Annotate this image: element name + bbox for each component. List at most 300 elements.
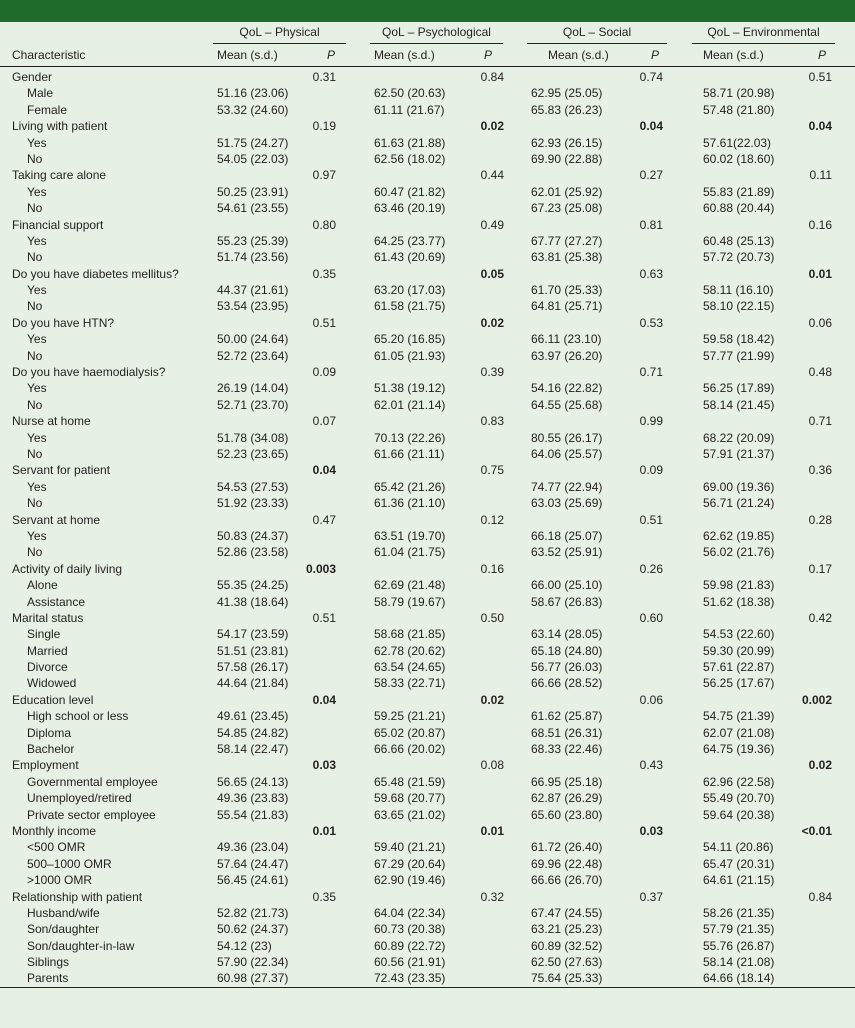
table-row-category <box>0 266 855 282</box>
mean-cell: 64.81 (25.71) <box>531 299 603 314</box>
p-value-cell: 0.51 <box>639 512 663 527</box>
row-label: Do you have diabetes mellitus? <box>12 266 179 281</box>
row-label: Yes <box>27 479 47 494</box>
mean-cell: 63.52 (25.91) <box>531 545 603 560</box>
table-row <box>0 85 855 101</box>
row-label: Private sector employee <box>27 807 156 822</box>
table-row <box>0 905 855 921</box>
mean-cell: 64.61 (21.15) <box>703 873 775 888</box>
mean-cell: 44.37 (21.61) <box>217 283 289 298</box>
mean-cell: 57.77 (21.99) <box>703 348 775 363</box>
mean-cell: 65.48 (21.59) <box>374 774 446 789</box>
p-value-cell: 0.75 <box>480 463 504 478</box>
mean-cell: 68.51 (26.31) <box>531 725 603 740</box>
p-value-cell: 0.43 <box>639 758 663 773</box>
table-row <box>0 102 855 118</box>
mean-cell: 67.77 (27.27) <box>531 233 603 248</box>
mean-cell: 61.63 (21.88) <box>374 135 446 150</box>
mean-cell: 66.95 (25.18) <box>531 774 603 789</box>
mean-cell: 49.36 (23.04) <box>217 840 289 855</box>
p-value-cell: 0.32 <box>480 889 504 904</box>
group-header-physical: QoL – Physical <box>213 25 346 39</box>
row-label: No <box>27 250 43 265</box>
mean-cell: 56.65 (24.13) <box>217 774 289 789</box>
table-row <box>0 397 855 413</box>
mean-cell: 64.25 (23.77) <box>374 233 446 248</box>
mean-cell: 68.22 (20.09) <box>703 430 775 445</box>
p-value-cell: 0.04 <box>808 119 832 134</box>
mean-cell: 58.10 (22.15) <box>703 299 775 314</box>
mean-cell: 62.69 (21.48) <box>374 578 446 593</box>
table-row-category <box>0 610 855 626</box>
row-label: 500–1000 OMR <box>27 856 112 871</box>
mean-cell: 54.16 (22.82) <box>531 381 603 396</box>
mean-cell: 60.88 (20.44) <box>703 201 775 216</box>
row-label: Marital status <box>12 610 84 625</box>
mean-cell: 60.02 (18.60) <box>703 151 775 166</box>
table-row <box>0 774 855 790</box>
mean-cell: 58.67 (26.83) <box>531 594 603 609</box>
mean-cell: 52.71 (23.70) <box>217 397 289 412</box>
table-row-category <box>0 462 855 478</box>
mean-cell: 56.45 (24.61) <box>217 873 289 888</box>
p-value-cell: 0.09 <box>312 365 336 380</box>
mean-cell: 51.51 (23.81) <box>217 643 289 658</box>
mean-header: Mean (s.d.) <box>217 48 278 62</box>
p-value-cell: 0.71 <box>808 414 832 429</box>
table-row <box>0 708 855 724</box>
mean-cell: 62.07 (21.08) <box>703 725 775 740</box>
table-row <box>0 151 855 167</box>
p-value-cell: 0.002 <box>801 692 832 707</box>
mean-cell: 60.73 (20.38) <box>374 922 446 937</box>
mean-cell: 55.76 (26.87) <box>703 938 775 953</box>
p-value-cell: 0.27 <box>639 168 663 183</box>
mean-cell: 64.66 (18.14) <box>703 971 775 986</box>
group-header-row <box>0 22 855 42</box>
row-label: Diploma <box>27 725 72 740</box>
p-value-cell: 0.06 <box>639 692 663 707</box>
p-value-cell: 0.04 <box>312 692 336 707</box>
mean-cell: 63.03 (25.69) <box>531 496 603 511</box>
p-value-cell: 0.51 <box>312 610 336 625</box>
mean-cell: 26.19 (14.04) <box>217 381 289 396</box>
mean-cell: 62.87 (26.29) <box>531 791 603 806</box>
mean-cell: 61.66 (21.11) <box>374 446 445 461</box>
row-label: No <box>27 151 43 166</box>
mean-cell: 51.16 (23.06) <box>217 86 289 101</box>
mean-cell: 62.01 (25.92) <box>531 184 603 199</box>
mean-cell: 50.00 (24.64) <box>217 332 289 347</box>
mean-cell: 58.68 (21.85) <box>374 627 446 642</box>
p-value-cell: 0.37 <box>639 889 663 904</box>
mean-cell: 51.62 (18.38) <box>703 594 775 609</box>
table-row <box>0 938 855 954</box>
mean-cell: 56.25 (17.89) <box>703 381 775 396</box>
p-value-cell: 0.35 <box>312 266 336 281</box>
mean-cell: 63.14 (28.05) <box>531 627 603 642</box>
p-value-cell: 0.26 <box>639 561 663 576</box>
row-label: No <box>27 545 43 560</box>
p-header: P <box>818 48 827 62</box>
row-label: Financial support <box>12 217 104 232</box>
row-label: No <box>27 299 43 314</box>
mean-cell: 50.25 (23.91) <box>217 184 289 199</box>
mean-cell: 63.21 (25.23) <box>531 922 603 937</box>
p-value-cell: 0.80 <box>312 217 336 232</box>
p-value-cell: 0.02 <box>808 758 832 773</box>
mean-cell: 61.11 (21.67) <box>374 102 445 117</box>
mean-header: Mean (s.d.) <box>374 48 435 62</box>
mean-cell: 64.55 (25.68) <box>531 397 603 412</box>
row-label: Married <box>27 643 68 658</box>
mean-cell: 59.64 (20.38) <box>703 807 775 822</box>
p-value-cell: 0.50 <box>480 610 504 625</box>
row-label: High school or less <box>27 709 129 724</box>
p-value-cell: 0.02 <box>480 692 504 707</box>
table-row <box>0 331 855 347</box>
mean-cell: 60.48 (25.13) <box>703 233 775 248</box>
table-title-bar <box>0 0 855 22</box>
mean-cell: 54.61 (23.55) <box>217 201 289 216</box>
row-label: Male <box>27 86 54 101</box>
row-label: Education level <box>12 692 94 707</box>
mean-cell: 52.82 (21.73) <box>217 905 289 920</box>
table-row <box>0 135 855 151</box>
table-row <box>0 528 855 544</box>
p-value-cell: 0.39 <box>480 365 504 380</box>
mean-cell: 69.90 (22.88) <box>531 151 603 166</box>
table-row <box>0 790 855 806</box>
group-header-environmental: QoL – Environmental <box>692 25 835 39</box>
mean-cell: 67.23 (25.08) <box>531 201 603 216</box>
table-row-category <box>0 118 855 134</box>
p-value-cell: 0.19 <box>312 119 336 134</box>
row-label: Do you have HTN? <box>12 315 115 330</box>
mean-cell: 65.42 (21.26) <box>374 479 446 494</box>
p-value-cell: 0.84 <box>808 889 832 904</box>
mean-cell: 64.06 (25.57) <box>531 446 603 461</box>
p-value-cell: 0.51 <box>808 70 832 84</box>
table-row <box>0 298 855 314</box>
mean-cell: 62.50 (20.63) <box>374 86 446 101</box>
row-label: Unemployed/retired <box>27 791 132 806</box>
p-header: P <box>484 48 493 62</box>
p-value-cell: 0.74 <box>639 70 663 84</box>
mean-cell: 51.92 (23.33) <box>217 496 289 511</box>
mean-cell: 58.79 (19.67) <box>374 594 446 609</box>
mean-cell: 54.75 (21.39) <box>703 709 775 724</box>
p-value-cell: 0.16 <box>808 217 832 232</box>
mean-cell: 52.72 (23.64) <box>217 348 289 363</box>
mean-cell: 55.49 (20.70) <box>703 791 775 806</box>
row-label: Activity of daily living <box>12 561 123 576</box>
mean-cell: 65.02 (20.87) <box>374 725 446 740</box>
mean-cell: 65.47 (20.31) <box>703 856 775 871</box>
mean-cell: 62.95 (25.05) <box>531 86 603 101</box>
mean-cell: 57.64 (24.47) <box>217 856 289 871</box>
mean-cell: 51.75 (24.27) <box>217 135 289 150</box>
mean-cell: 60.89 (32.52) <box>531 938 603 953</box>
row-label: Do you have haemodialysis? <box>12 365 166 380</box>
mean-cell: 49.36 (23.83) <box>217 791 289 806</box>
mean-cell: 66.00 (25.10) <box>531 578 603 593</box>
row-label: Relationship with patient <box>12 889 143 904</box>
mean-cell: 52.23 (23.65) <box>217 446 289 461</box>
table-row-category <box>0 757 855 773</box>
p-value-cell: 0.04 <box>312 463 336 478</box>
mean-cell: 57.79 (21.35) <box>703 922 775 937</box>
row-label: Yes <box>27 184 47 199</box>
mean-cell: 68.33 (22.46) <box>531 742 603 757</box>
table-row-category <box>0 889 855 905</box>
table-row <box>0 249 855 265</box>
p-header: P <box>327 48 336 62</box>
mean-cell: 70.13 (22.26) <box>374 430 446 445</box>
table-row <box>0 839 855 855</box>
table-row <box>0 954 855 970</box>
table-row <box>0 675 855 691</box>
row-label: Yes <box>27 528 47 543</box>
p-value-cell: 0.51 <box>312 315 336 330</box>
mean-cell: 54.11 (20.86) <box>703 840 774 855</box>
mean-cell: 66.66 (28.52) <box>531 676 603 691</box>
table-row-category <box>0 413 855 429</box>
mean-cell: 66.18 (25.07) <box>531 528 603 543</box>
mean-cell: 56.25 (17.67) <box>703 676 775 691</box>
mean-cell: 54.53 (27.53) <box>217 479 289 494</box>
p-value-cell: 0.03 <box>639 823 663 838</box>
table-row-category <box>0 315 855 331</box>
row-label: Widowed <box>27 676 77 691</box>
row-label: Gender <box>12 70 53 84</box>
mean-cell: 67.47 (24.55) <box>531 905 603 920</box>
row-label: Son/daughter <box>27 922 100 937</box>
mean-cell: 65.18 (24.80) <box>531 643 603 658</box>
mean-cell: 62.56 (18.02) <box>374 151 446 166</box>
mean-cell: 51.78 (34.08) <box>217 430 289 445</box>
row-label: Nurse at home <box>12 414 91 429</box>
row-label: <500 OMR <box>27 840 86 855</box>
table-row <box>0 659 855 675</box>
table-row <box>0 184 855 200</box>
mean-cell: 59.40 (21.21) <box>374 840 446 855</box>
p-value-cell: 0.71 <box>639 365 663 380</box>
row-label: >1000 OMR <box>27 873 93 888</box>
mean-cell: 41.38 (18.64) <box>217 594 289 609</box>
row-label: Assistance <box>27 594 86 609</box>
mean-cell: 62.01 (21.14) <box>374 397 446 412</box>
mean-cell: 72.43 (23.35) <box>374 971 446 986</box>
column-header-row <box>0 42 855 67</box>
mean-cell: 60.56 (21.91) <box>374 955 446 970</box>
mean-cell: 61.36 (21.10) <box>374 496 446 511</box>
p-value-cell: <0.01 <box>801 823 832 838</box>
p-value-cell: 0.09 <box>639 463 663 478</box>
p-value-cell: 0.17 <box>808 561 832 576</box>
mean-cell: 66.66 (26.70) <box>531 873 603 888</box>
mean-cell: 56.02 (21.76) <box>703 545 775 560</box>
p-value-cell: 0.99 <box>639 414 663 429</box>
p-value-cell: 0.81 <box>639 217 663 232</box>
row-label: Yes <box>27 381 47 396</box>
table-row <box>0 626 855 642</box>
mean-cell: 59.30 (20.99) <box>703 643 775 658</box>
mean-cell: 62.96 (22.58) <box>703 774 775 789</box>
mean-cell: 61.70 (25.33) <box>531 283 603 298</box>
mean-cell: 55.54 (21.83) <box>217 807 289 822</box>
p-value-cell: 0.60 <box>639 610 663 625</box>
mean-cell: 63.97 (26.20) <box>531 348 603 363</box>
table-row-category <box>0 692 855 708</box>
table-row-category <box>0 69 855 85</box>
p-value-cell: 0.84 <box>480 70 504 84</box>
mean-cell: 49.61 (23.45) <box>217 709 289 724</box>
mean-cell: 55.83 (21.89) <box>703 184 775 199</box>
mean-cell: 54.85 (24.82) <box>217 725 289 740</box>
table-row <box>0 495 855 511</box>
row-label: Governmental employee <box>27 774 158 789</box>
mean-cell: 57.90 (22.34) <box>217 955 289 970</box>
characteristic-header: Characteristic <box>12 48 86 62</box>
mean-cell: 61.04 (21.75) <box>374 545 446 560</box>
mean-cell: 62.62 (19.85) <box>703 528 775 543</box>
mean-cell: 54.17 (23.59) <box>217 627 289 642</box>
row-label: Yes <box>27 135 47 150</box>
table-bottom-rule <box>0 987 855 988</box>
group-header-social: QoL – Social <box>527 25 667 39</box>
row-label: No <box>27 348 43 363</box>
mean-cell: 60.47 (21.82) <box>374 184 446 199</box>
mean-cell: 63.54 (24.65) <box>374 660 446 675</box>
p-value-cell: 0.02 <box>480 119 504 134</box>
mean-cell: 57.61 (22.87) <box>703 660 775 675</box>
mean-cell: 52.86 (23.58) <box>217 545 289 560</box>
row-label: No <box>27 496 43 511</box>
table-row <box>0 282 855 298</box>
mean-cell: 75.64 (25.33) <box>531 971 603 986</box>
mean-cell: 54.53 (22.60) <box>703 627 775 642</box>
mean-cell: 59.68 (20.77) <box>374 791 446 806</box>
mean-cell: 51.74 (23.56) <box>217 250 289 265</box>
mean-cell: 59.58 (18.42) <box>703 332 775 347</box>
row-label: Yes <box>27 430 47 445</box>
mean-header: Mean (s.d.) <box>703 48 764 62</box>
mean-cell: 67.29 (20.64) <box>374 856 446 871</box>
mean-cell: 44.64 (21.84) <box>217 676 289 691</box>
mean-cell: 62.50 (27.63) <box>531 955 603 970</box>
row-label: Living with patient <box>12 119 108 134</box>
table-row <box>0 380 855 396</box>
mean-cell: 58.14 (21.08) <box>703 955 775 970</box>
mean-cell: 62.78 (20.62) <box>374 643 446 658</box>
mean-cell: 57.48 (21.80) <box>703 102 775 117</box>
table-row-category <box>0 364 855 380</box>
p-value-cell: 0.11 <box>809 168 832 183</box>
row-label: Yes <box>27 283 47 298</box>
table-row-category <box>0 512 855 528</box>
p-header: P <box>651 48 660 62</box>
table-row-category <box>0 561 855 577</box>
table-row <box>0 970 855 986</box>
p-value-cell: 0.53 <box>639 315 663 330</box>
mean-cell: 63.51 (19.70) <box>374 528 446 543</box>
p-value-cell: 0.42 <box>808 610 832 625</box>
mean-cell: 57.91 (21.37) <box>703 446 775 461</box>
p-value-cell: 0.44 <box>480 168 504 183</box>
qol-table <box>0 22 855 988</box>
mean-cell: 57.72 (20.73) <box>703 250 775 265</box>
mean-cell: 63.81 (25.38) <box>531 250 603 265</box>
table-row <box>0 233 855 249</box>
table-row <box>0 577 855 593</box>
p-value-cell: 0.003 <box>305 561 336 576</box>
mean-cell: 59.25 (21.21) <box>374 709 446 724</box>
mean-cell: 65.20 (16.85) <box>374 332 446 347</box>
table-row <box>0 446 855 462</box>
mean-cell: 55.23 (25.39) <box>217 233 289 248</box>
mean-cell: 60.89 (22.72) <box>374 938 446 953</box>
row-label: Single <box>27 627 61 642</box>
table-row <box>0 643 855 659</box>
mean-cell: 50.62 (24.37) <box>217 922 289 937</box>
mean-cell: 50.83 (24.37) <box>217 528 289 543</box>
row-label: Servant at home <box>12 512 101 527</box>
mean-cell: 58.33 (22.71) <box>374 676 446 691</box>
table-row-category <box>0 167 855 183</box>
mean-cell: 55.35 (24.25) <box>217 578 289 593</box>
mean-cell: 69.96 (22.48) <box>531 856 603 871</box>
mean-cell: 61.43 (20.69) <box>374 250 446 265</box>
row-label: Siblings <box>27 955 70 970</box>
mean-cell: 56.77 (26.03) <box>531 660 603 675</box>
mean-cell: 58.11 (16.10) <box>703 283 774 298</box>
row-label: Yes <box>27 332 47 347</box>
mean-cell: 64.75 (19.36) <box>703 742 775 757</box>
p-value-cell: 0.12 <box>480 512 504 527</box>
row-label: Alone <box>27 578 58 593</box>
mean-cell: 62.90 (19.46) <box>374 873 446 888</box>
p-value-cell: 0.49 <box>480 217 504 232</box>
mean-cell: 63.46 (20.19) <box>374 201 446 216</box>
mean-cell: 66.11 (23.10) <box>531 332 602 347</box>
mean-cell: 56.71 (21.24) <box>703 496 775 511</box>
row-label: Servant for patient <box>12 463 111 478</box>
p-value-cell: 0.47 <box>312 512 336 527</box>
mean-cell: 53.32 (24.60) <box>217 102 289 117</box>
mean-cell: 58.14 (21.45) <box>703 397 775 412</box>
mean-cell: 51.38 (19.12) <box>374 381 446 396</box>
mean-cell: 69.00 (19.36) <box>703 479 775 494</box>
p-value-cell: 0.01 <box>480 823 504 838</box>
mean-header: Mean (s.d.) <box>548 48 609 62</box>
table-row <box>0 594 855 610</box>
table-row <box>0 348 855 364</box>
row-label: Yes <box>27 233 47 248</box>
mean-cell: 54.05 (22.03) <box>217 151 289 166</box>
mean-cell: 65.83 (26.23) <box>531 102 603 117</box>
mean-cell: 57.61(22.03) <box>703 135 772 150</box>
table-row <box>0 807 855 823</box>
p-value-cell: 0.06 <box>808 315 832 330</box>
table-row <box>0 544 855 560</box>
p-value-cell: 0.07 <box>312 414 336 429</box>
table-row-category <box>0 823 855 839</box>
row-label: Employment <box>12 758 79 773</box>
p-value-cell: 0.02 <box>480 315 504 330</box>
mean-cell: 66.66 (20.02) <box>374 742 446 757</box>
row-label: Bachelor <box>27 742 75 757</box>
